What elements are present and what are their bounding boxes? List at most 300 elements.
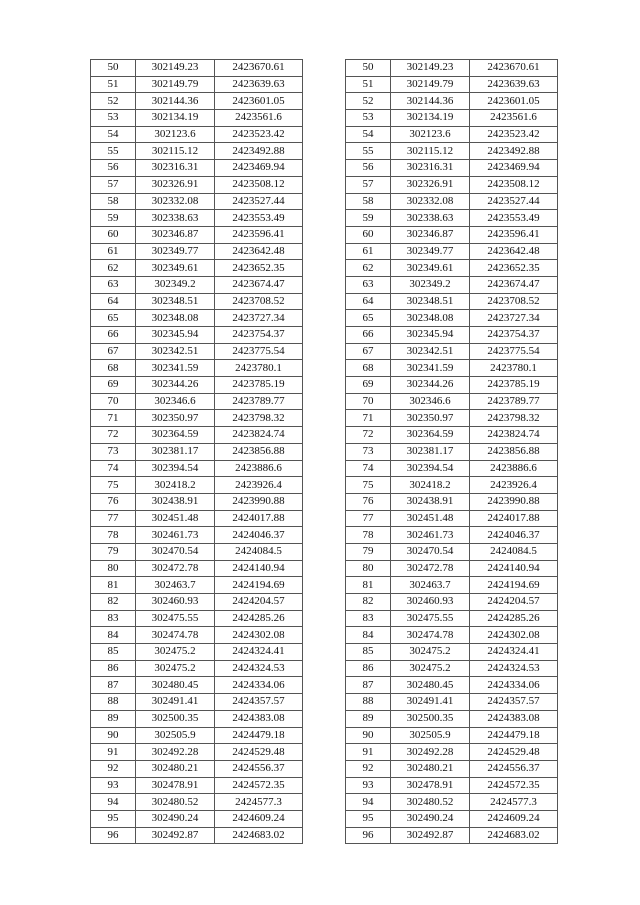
y-coordinate-cell: 2424324.41 — [470, 644, 558, 661]
y-coordinate-cell: 2423785.19 — [470, 377, 558, 394]
point-number-cell: 71 — [91, 410, 136, 427]
y-coordinate-cell: 2424683.02 — [470, 827, 558, 844]
point-number-cell: 53 — [91, 110, 136, 127]
table-row — [91, 543, 303, 560]
x-coordinate-cell: 302350.97 — [391, 410, 470, 427]
point-number-cell: 57 — [91, 176, 136, 193]
point-number-cell: 69 — [346, 377, 391, 394]
point-number-cell: 50 — [346, 60, 391, 77]
y-coordinate-cell: 2423561.6 — [470, 110, 558, 127]
y-coordinate-cell: 2423639.63 — [215, 76, 303, 93]
y-coordinate-cell: 2423754.37 — [470, 327, 558, 344]
point-number-cell: 83 — [91, 610, 136, 627]
y-coordinate-cell: 2424285.26 — [215, 610, 303, 627]
table-row — [91, 160, 303, 177]
table-row — [346, 393, 558, 410]
point-number-cell: 67 — [346, 343, 391, 360]
y-coordinate-cell: 2423523.42 — [215, 126, 303, 143]
y-coordinate-cell: 2423754.37 — [215, 327, 303, 344]
point-number-cell: 79 — [91, 543, 136, 560]
point-number-cell: 78 — [346, 527, 391, 544]
table-row — [346, 644, 558, 661]
x-coordinate-cell: 302144.36 — [391, 93, 470, 110]
x-coordinate-cell: 302346.87 — [136, 226, 215, 243]
x-coordinate-cell: 302349.2 — [136, 276, 215, 293]
point-number-cell: 82 — [346, 594, 391, 611]
y-coordinate-cell: 2423856.88 — [215, 443, 303, 460]
x-coordinate-cell: 302480.21 — [136, 760, 215, 777]
point-number-cell: 92 — [346, 760, 391, 777]
table-row — [346, 226, 558, 243]
table-row — [91, 627, 303, 644]
table-row — [346, 276, 558, 293]
y-coordinate-cell: 2423775.54 — [470, 343, 558, 360]
y-coordinate-cell: 2423708.52 — [470, 293, 558, 310]
point-number-cell: 73 — [346, 443, 391, 460]
point-number-cell: 86 — [346, 660, 391, 677]
y-coordinate-cell: 2423789.77 — [215, 393, 303, 410]
point-number-cell: 70 — [91, 393, 136, 410]
table-row — [346, 777, 558, 794]
point-number-cell: 86 — [91, 660, 136, 677]
table-row — [346, 293, 558, 310]
point-number-cell: 52 — [346, 93, 391, 110]
point-number-cell: 88 — [346, 694, 391, 711]
table-row — [91, 310, 303, 327]
x-coordinate-cell: 302500.35 — [136, 710, 215, 727]
x-coordinate-cell: 302345.94 — [391, 327, 470, 344]
y-coordinate-cell: 2423553.49 — [470, 210, 558, 227]
x-coordinate-cell: 302472.78 — [391, 560, 470, 577]
y-coordinate-cell: 2423674.47 — [470, 276, 558, 293]
point-number-cell: 81 — [91, 577, 136, 594]
y-coordinate-cell: 2424383.08 — [215, 710, 303, 727]
table-row — [346, 727, 558, 744]
y-coordinate-cell: 2423469.94 — [470, 160, 558, 177]
table-row — [91, 360, 303, 377]
y-coordinate-cell: 2423561.6 — [215, 110, 303, 127]
x-coordinate-cell: 302505.9 — [391, 727, 470, 744]
table-row — [91, 694, 303, 711]
y-coordinate-cell: 2423780.1 — [470, 360, 558, 377]
x-coordinate-cell: 302123.6 — [391, 126, 470, 143]
point-number-cell: 57 — [346, 176, 391, 193]
x-coordinate-cell: 302134.19 — [136, 110, 215, 127]
y-coordinate-cell: 2423469.94 — [215, 160, 303, 177]
y-coordinate-cell: 2423642.48 — [470, 243, 558, 260]
x-coordinate-cell: 302349.77 — [136, 243, 215, 260]
x-coordinate-cell: 302394.54 — [136, 460, 215, 477]
x-coordinate-cell: 302381.17 — [136, 443, 215, 460]
y-coordinate-cell: 2423527.44 — [215, 193, 303, 210]
x-coordinate-cell: 302338.63 — [136, 210, 215, 227]
x-coordinate-cell: 302480.45 — [391, 677, 470, 694]
x-coordinate-cell: 302149.23 — [391, 60, 470, 77]
y-coordinate-cell: 2423886.6 — [215, 460, 303, 477]
table-row — [91, 293, 303, 310]
x-coordinate-cell: 302316.31 — [391, 160, 470, 177]
y-coordinate-cell: 2423727.34 — [215, 310, 303, 327]
y-coordinate-cell: 2423775.54 — [215, 343, 303, 360]
y-coordinate-cell: 2424334.06 — [215, 677, 303, 694]
point-number-cell: 78 — [91, 527, 136, 544]
point-number-cell: 90 — [91, 727, 136, 744]
y-coordinate-cell: 2424140.94 — [470, 560, 558, 577]
table-row — [346, 76, 558, 93]
x-coordinate-cell: 302438.91 — [136, 493, 215, 510]
table-row — [91, 377, 303, 394]
table-row — [91, 760, 303, 777]
table-row — [346, 677, 558, 694]
x-coordinate-cell: 302418.2 — [391, 477, 470, 494]
y-coordinate-cell: 2423824.74 — [215, 427, 303, 444]
y-coordinate-cell: 2424084.5 — [215, 543, 303, 560]
table-row — [91, 794, 303, 811]
y-coordinate-cell: 2424324.41 — [215, 644, 303, 661]
point-number-cell: 72 — [91, 427, 136, 444]
point-number-cell: 56 — [91, 160, 136, 177]
table-row — [346, 410, 558, 427]
table-row — [346, 627, 558, 644]
table-row — [91, 594, 303, 611]
x-coordinate-cell: 302460.93 — [391, 594, 470, 611]
x-coordinate-cell: 302463.7 — [391, 577, 470, 594]
x-coordinate-cell: 302461.73 — [136, 527, 215, 544]
table-row — [91, 93, 303, 110]
x-coordinate-cell: 302144.36 — [136, 93, 215, 110]
table-row — [346, 493, 558, 510]
y-coordinate-cell: 2424479.18 — [470, 727, 558, 744]
x-coordinate-cell: 302490.24 — [391, 810, 470, 827]
y-coordinate-cell: 2423596.41 — [215, 226, 303, 243]
y-coordinate-cell: 2423856.88 — [470, 443, 558, 460]
point-number-cell: 96 — [91, 827, 136, 844]
point-number-cell: 56 — [346, 160, 391, 177]
point-number-cell: 94 — [346, 794, 391, 811]
table-row — [91, 276, 303, 293]
x-coordinate-cell: 302500.35 — [391, 710, 470, 727]
point-number-cell: 65 — [346, 310, 391, 327]
table-row — [346, 143, 558, 160]
table-row — [346, 260, 558, 277]
point-number-cell: 63 — [346, 276, 391, 293]
table-row — [91, 460, 303, 477]
point-number-cell: 62 — [346, 260, 391, 277]
table-row — [346, 110, 558, 127]
x-coordinate-cell: 302149.23 — [136, 60, 215, 77]
table-row — [346, 243, 558, 260]
point-number-cell: 93 — [91, 777, 136, 794]
table-row — [346, 760, 558, 777]
y-coordinate-cell: 2424357.57 — [470, 694, 558, 711]
x-coordinate-cell: 302134.19 — [391, 110, 470, 127]
y-coordinate-cell: 2424285.26 — [470, 610, 558, 627]
x-coordinate-cell: 302349.2 — [391, 276, 470, 293]
y-coordinate-cell: 2423674.47 — [215, 276, 303, 293]
table-row — [91, 660, 303, 677]
y-coordinate-cell: 2424334.06 — [470, 677, 558, 694]
y-coordinate-cell: 2423727.34 — [470, 310, 558, 327]
x-coordinate-cell: 302475.2 — [391, 644, 470, 661]
point-number-cell: 84 — [91, 627, 136, 644]
x-coordinate-cell: 302475.2 — [136, 660, 215, 677]
table-row — [91, 126, 303, 143]
x-coordinate-cell: 302475.55 — [136, 610, 215, 627]
y-coordinate-cell: 2424383.08 — [470, 710, 558, 727]
y-coordinate-cell: 2424017.88 — [215, 510, 303, 527]
x-coordinate-cell: 302338.63 — [391, 210, 470, 227]
table-row — [346, 543, 558, 560]
point-number-cell: 61 — [346, 243, 391, 260]
coordinate-table-right — [345, 59, 558, 844]
point-number-cell: 53 — [346, 110, 391, 127]
point-number-cell: 61 — [91, 243, 136, 260]
table-row — [346, 744, 558, 761]
y-coordinate-cell: 2423492.88 — [470, 143, 558, 160]
table-row — [346, 176, 558, 193]
table-row — [346, 377, 558, 394]
table-row — [91, 143, 303, 160]
x-coordinate-cell: 302381.17 — [391, 443, 470, 460]
x-coordinate-cell: 302348.51 — [136, 293, 215, 310]
y-coordinate-cell: 2424529.48 — [215, 744, 303, 761]
x-coordinate-cell: 302345.94 — [136, 327, 215, 344]
table-row — [91, 744, 303, 761]
y-coordinate-cell: 2424609.24 — [215, 810, 303, 827]
table-row — [91, 644, 303, 661]
table-row — [346, 577, 558, 594]
point-number-cell: 71 — [346, 410, 391, 427]
x-coordinate-cell: 302350.97 — [136, 410, 215, 427]
x-coordinate-cell: 302480.52 — [136, 794, 215, 811]
table-row — [346, 360, 558, 377]
table-row — [346, 460, 558, 477]
x-coordinate-cell: 302492.28 — [391, 744, 470, 761]
x-coordinate-cell: 302316.31 — [136, 160, 215, 177]
point-number-cell: 77 — [346, 510, 391, 527]
x-coordinate-cell: 302342.51 — [136, 343, 215, 360]
table-row — [346, 210, 558, 227]
x-coordinate-cell: 302438.91 — [391, 493, 470, 510]
table-row — [346, 477, 558, 494]
table-row — [346, 610, 558, 627]
table-row — [91, 260, 303, 277]
y-coordinate-cell: 2423670.61 — [470, 60, 558, 77]
x-coordinate-cell: 302475.2 — [391, 660, 470, 677]
x-coordinate-cell: 302348.08 — [136, 310, 215, 327]
point-number-cell: 51 — [346, 76, 391, 93]
table-row — [346, 694, 558, 711]
y-coordinate-cell: 2424324.53 — [470, 660, 558, 677]
y-coordinate-cell: 2423798.32 — [470, 410, 558, 427]
x-coordinate-cell: 302463.7 — [136, 577, 215, 594]
x-coordinate-cell: 302344.26 — [136, 377, 215, 394]
y-coordinate-cell: 2424609.24 — [470, 810, 558, 827]
y-coordinate-cell: 2423639.63 — [470, 76, 558, 93]
point-number-cell: 80 — [91, 560, 136, 577]
x-coordinate-cell: 302341.59 — [391, 360, 470, 377]
table-row — [346, 343, 558, 360]
x-coordinate-cell: 302344.26 — [391, 377, 470, 394]
point-number-cell: 87 — [346, 677, 391, 694]
point-number-cell: 58 — [346, 193, 391, 210]
y-coordinate-cell: 2424556.37 — [215, 760, 303, 777]
table-row — [346, 93, 558, 110]
y-coordinate-cell: 2424577.3 — [215, 794, 303, 811]
y-coordinate-cell: 2423601.05 — [470, 93, 558, 110]
x-coordinate-cell: 302341.59 — [136, 360, 215, 377]
x-coordinate-cell: 302475.2 — [136, 644, 215, 661]
point-number-cell: 89 — [346, 710, 391, 727]
point-number-cell: 52 — [91, 93, 136, 110]
point-number-cell: 58 — [91, 193, 136, 210]
y-coordinate-cell: 2423785.19 — [215, 377, 303, 394]
x-coordinate-cell: 302394.54 — [391, 460, 470, 477]
y-coordinate-cell: 2424046.37 — [215, 527, 303, 544]
point-number-cell: 60 — [91, 226, 136, 243]
y-coordinate-cell: 2424479.18 — [215, 727, 303, 744]
point-number-cell: 87 — [91, 677, 136, 694]
x-coordinate-cell: 302478.91 — [391, 777, 470, 794]
y-coordinate-cell: 2423990.88 — [470, 493, 558, 510]
table-row — [346, 126, 558, 143]
y-coordinate-cell: 2423990.88 — [215, 493, 303, 510]
y-coordinate-cell: 2423508.12 — [215, 176, 303, 193]
x-coordinate-cell: 302349.61 — [136, 260, 215, 277]
table-row — [91, 243, 303, 260]
point-number-cell: 59 — [346, 210, 391, 227]
table-row — [346, 710, 558, 727]
point-number-cell: 79 — [346, 543, 391, 560]
point-number-cell: 96 — [346, 827, 391, 844]
x-coordinate-cell: 302480.21 — [391, 760, 470, 777]
table-row — [91, 410, 303, 427]
table-row — [91, 727, 303, 744]
point-number-cell: 64 — [91, 293, 136, 310]
x-coordinate-cell: 302346.87 — [391, 226, 470, 243]
table-row — [91, 427, 303, 444]
x-coordinate-cell: 302505.9 — [136, 727, 215, 744]
table-row — [91, 76, 303, 93]
x-coordinate-cell: 302326.91 — [136, 176, 215, 193]
point-number-cell: 68 — [346, 360, 391, 377]
point-number-cell: 72 — [346, 427, 391, 444]
point-number-cell: 80 — [346, 560, 391, 577]
point-number-cell: 69 — [91, 377, 136, 394]
y-coordinate-cell: 2424302.08 — [470, 627, 558, 644]
table-row — [346, 660, 558, 677]
table-row — [91, 777, 303, 794]
point-number-cell: 95 — [346, 810, 391, 827]
y-coordinate-cell: 2424204.57 — [215, 594, 303, 611]
y-coordinate-cell: 2423926.4 — [470, 477, 558, 494]
point-number-cell: 94 — [91, 794, 136, 811]
table-row — [346, 327, 558, 344]
table-row — [91, 193, 303, 210]
table-row — [346, 510, 558, 527]
x-coordinate-cell: 302364.59 — [391, 427, 470, 444]
x-coordinate-cell: 302149.79 — [136, 76, 215, 93]
point-number-cell: 76 — [91, 493, 136, 510]
point-number-cell: 81 — [346, 577, 391, 594]
y-coordinate-cell: 2424357.57 — [215, 694, 303, 711]
y-coordinate-cell: 2424194.69 — [470, 577, 558, 594]
table-row — [91, 477, 303, 494]
x-coordinate-cell: 302332.08 — [391, 193, 470, 210]
table-row — [91, 510, 303, 527]
table-row — [346, 810, 558, 827]
coordinate-table-body — [91, 60, 303, 844]
point-number-cell: 64 — [346, 293, 391, 310]
y-coordinate-cell: 2424084.5 — [470, 543, 558, 560]
x-coordinate-cell: 302470.54 — [391, 543, 470, 560]
point-number-cell: 66 — [346, 327, 391, 344]
table-row — [91, 710, 303, 727]
x-coordinate-cell: 302332.08 — [136, 193, 215, 210]
table-row — [91, 176, 303, 193]
x-coordinate-cell: 302492.87 — [136, 827, 215, 844]
x-coordinate-cell: 302149.79 — [391, 76, 470, 93]
y-coordinate-cell: 2423926.4 — [215, 477, 303, 494]
y-coordinate-cell: 2423642.48 — [215, 243, 303, 260]
table-row — [91, 393, 303, 410]
table-row — [346, 443, 558, 460]
point-number-cell: 66 — [91, 327, 136, 344]
x-coordinate-cell: 302491.41 — [136, 694, 215, 711]
point-number-cell: 60 — [346, 226, 391, 243]
point-number-cell: 85 — [91, 644, 136, 661]
table-row — [91, 677, 303, 694]
y-coordinate-cell: 2423798.32 — [215, 410, 303, 427]
table-row — [346, 594, 558, 611]
point-number-cell: 89 — [91, 710, 136, 727]
x-coordinate-cell: 302480.52 — [391, 794, 470, 811]
coordinate-table-body — [346, 60, 558, 844]
point-number-cell: 59 — [91, 210, 136, 227]
point-number-cell: 68 — [91, 360, 136, 377]
point-number-cell: 92 — [91, 760, 136, 777]
x-coordinate-cell: 302492.28 — [136, 744, 215, 761]
y-coordinate-cell: 2423670.61 — [215, 60, 303, 77]
table-row — [346, 193, 558, 210]
y-coordinate-cell: 2424324.53 — [215, 660, 303, 677]
x-coordinate-cell: 302418.2 — [136, 477, 215, 494]
point-number-cell: 82 — [91, 594, 136, 611]
x-coordinate-cell: 302492.87 — [391, 827, 470, 844]
point-number-cell: 90 — [346, 727, 391, 744]
point-number-cell: 54 — [91, 126, 136, 143]
x-coordinate-cell: 302480.45 — [136, 677, 215, 694]
point-number-cell: 50 — [91, 60, 136, 77]
x-coordinate-cell: 302472.78 — [136, 560, 215, 577]
point-number-cell: 54 — [346, 126, 391, 143]
point-number-cell: 63 — [91, 276, 136, 293]
point-number-cell: 91 — [346, 744, 391, 761]
table-row — [91, 110, 303, 127]
y-coordinate-cell: 2423886.6 — [470, 460, 558, 477]
point-number-cell: 76 — [346, 493, 391, 510]
x-coordinate-cell: 302364.59 — [136, 427, 215, 444]
y-coordinate-cell: 2424046.37 — [470, 527, 558, 544]
y-coordinate-cell: 2423652.35 — [215, 260, 303, 277]
table-row — [91, 327, 303, 344]
point-number-cell: 73 — [91, 443, 136, 460]
point-number-cell: 91 — [91, 744, 136, 761]
point-number-cell: 95 — [91, 810, 136, 827]
x-coordinate-cell: 302346.6 — [136, 393, 215, 410]
table-row — [91, 827, 303, 844]
y-coordinate-cell: 2424017.88 — [470, 510, 558, 527]
